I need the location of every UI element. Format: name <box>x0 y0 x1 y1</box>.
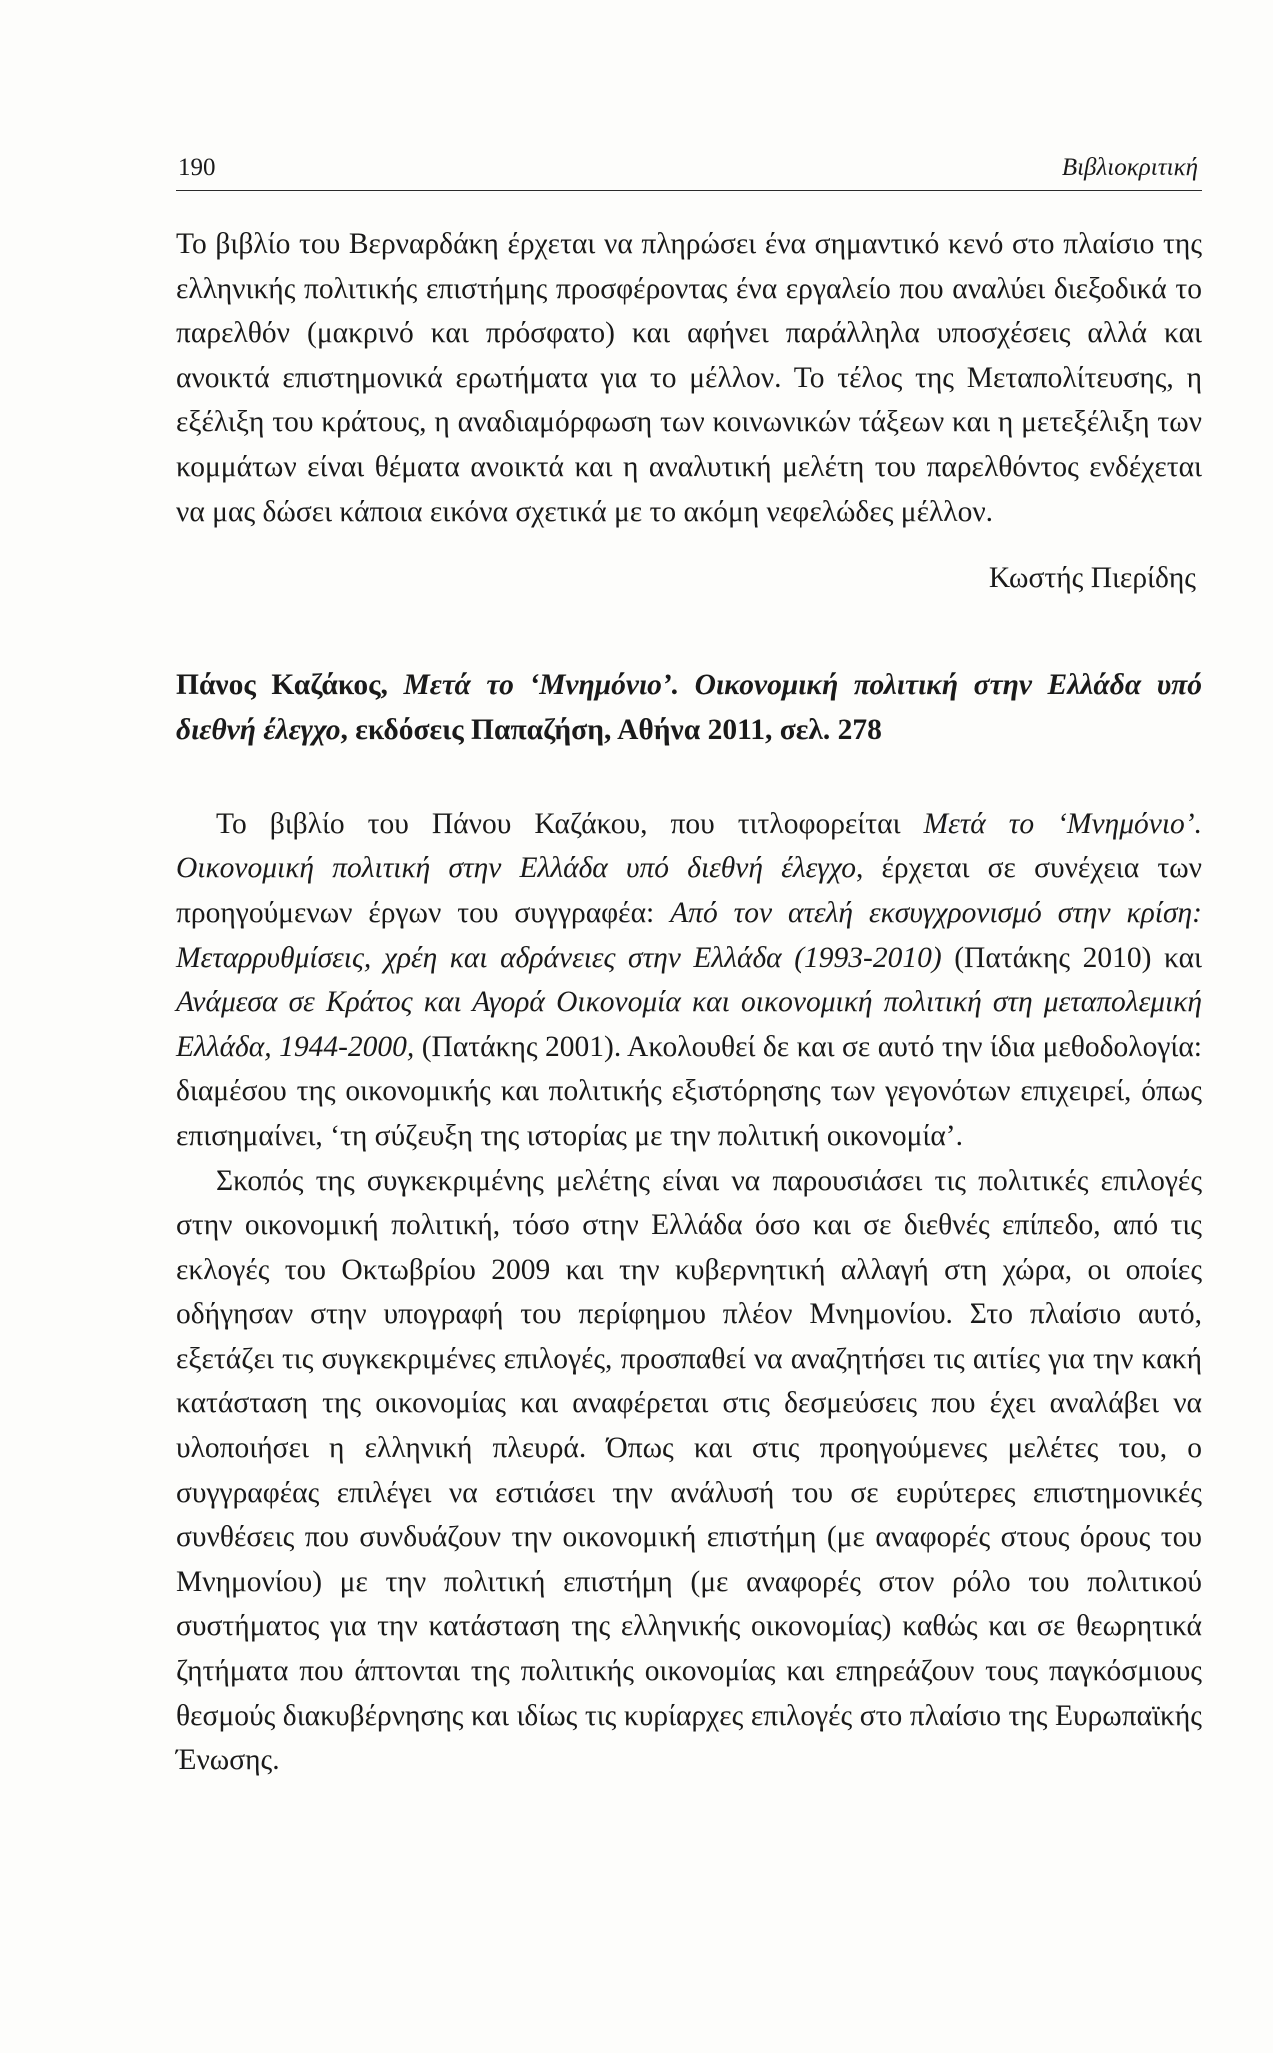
italic-text-run: Ανάμεσα σε Κράτος και Αγορά Οικονομία και οικονομική πολιτική στη μεταπολεμική Ελλάδα, 1944-2000, <box>176 986 1202 1063</box>
text-run: Το βιβλίο του Βερναρδάκη έρχεται να πληρώσει ένα σημαντικό κενό στο πλαίσιο της ελληνικής πολιτικής επιστήμης προσφέροντας ένα εργαλείο που αναλύει διεξοδικά το παρελθόν (μακρινό και πρόσφατο) και αφήνει παράλληλα υποσχέσεις αλλά και ανοικτά επιστημονικά ερωτήματα για το μέλλον. Το τέλος της Μεταπολίτευσης, η εξέλιξη του κράτους, η αναδιαμόρφωση των κοινωνικών τάξεων και η μετεξέλιξη των κομμάτων είναι θέματα ανοικτά και η αναλυτική μελέτη του παρελθόντος ενδέχεται να μας δώσει κάποια εικόνα σχετικά με το ακόμη νεφελώδες μέλλον. <box>176 228 1202 528</box>
review-text <box>176 802 1202 1783</box>
page-body <box>176 222 1202 1783</box>
text-run: , εκδόσεις Παπαζήση, Αθήνα 2011, σελ. 278 <box>340 713 882 746</box>
text-run: Πάνος Καζάκος, <box>176 668 404 701</box>
review-book-heading <box>176 663 1202 753</box>
review-paragraph-1 <box>176 802 1202 1159</box>
running-head <box>176 150 1202 191</box>
section-title: Βιβλιοκριτική <box>1061 154 1198 181</box>
text-run: , έρχεται σε συνέχεια των προηγούμενων έργων του συγγραφέα: <box>176 852 1202 929</box>
italic-text-run: Από τον ατελή εκσυγχρονισμό στην κρίση: Μεταρρυθμίσεις, χρέη και αδράνειες στην Ελλάδα (1993-2010) <box>176 896 1202 974</box>
paragraph-previous-review-end <box>176 222 1202 534</box>
review-paragraph-2 <box>176 1159 1202 1783</box>
text-run: (Πατάκης 2010) και <box>941 941 1202 974</box>
text-run: Σκοπός της συγκεκριμένης μελέτης είναι να παρουσιάσει τις πολιτικές επιλογές στην οικονομική πολιτική, τόσο στην Ελλάδα όσο και σε διεθνές επίπεδο, από τις εκλογές του Οκτωβρίου 2009 και την κυβερνητική αλλαγή στη χώρα, οι οποίες οδήγησαν στην υπογραφή του περίφημου πλέον Μνημονίου. Στο πλαίσιο αυτό, εξετάζει τις συγκεκριμένες επιλογές, προσπαθεί να αναζητήσει τις αιτίες για την κακή κατάσταση της οικονομίας και αναφέρεται στις δεσμεύσεις που έχει αναλάβει να υλοποιήσει η ελληνική πλευρά. Όπως και στις προηγούμενες μελέτες του, ο συγγραφέας επιλέγει να εστιάσει την ανάλυσή του σε ευρύτερες επιστημονικές συνθέσεις που συνδυάζουν την οικονομική επιστήμη (με αναφορές στους όρους του Μνημονίου) με την πολιτική επιστήμη (με αναφορές στον ρόλο του πολιτικού συστήματος για την κατάσταση της ελληνικής οικονομίας) καθώς και σε θεωρητικά ζητήματα που άπτονται της πολιτικής οικονομίας και επηρεάζουν τους παγκόσμιους θεσμούς διακυβέρνησης και ιδίως τις κυρίαρχες επιλογές στο πλαίσιο της Ευρωπαϊκής Ένωσης. <box>176 1164 1202 1777</box>
italic-text-run: Μετά το ‘Μνημόνιο’. Οικονομική πολιτική στην Ελλάδα υπό διεθνή έλεγχο <box>176 668 1202 746</box>
page-number: 190 <box>178 154 216 181</box>
text-run: (Πατάκης 2001). Ακολουθεί δε και σε αυτό την ίδια μεθοδολογία: διαμέσου της οικονομικής και πολιτικής εξιστόρησης των γεγονότων επιχειρεί, όπως επισημαίνει, ‘τη σύζευξη της ιστορίας με την πολιτική οικονομία’. <box>176 1030 1202 1152</box>
italic-text-run: Μετά το ‘Μνημόνιο’. Οικονομική πολιτική στην Ελλάδα υπό διεθνή έλεγχο <box>176 807 1202 885</box>
text-run: Το βιβλίο του Πάνου Καζάκου, που τιτλοφορείται <box>216 807 924 840</box>
reviewer-signature: Κωστής Πιερίδης <box>988 562 1196 595</box>
